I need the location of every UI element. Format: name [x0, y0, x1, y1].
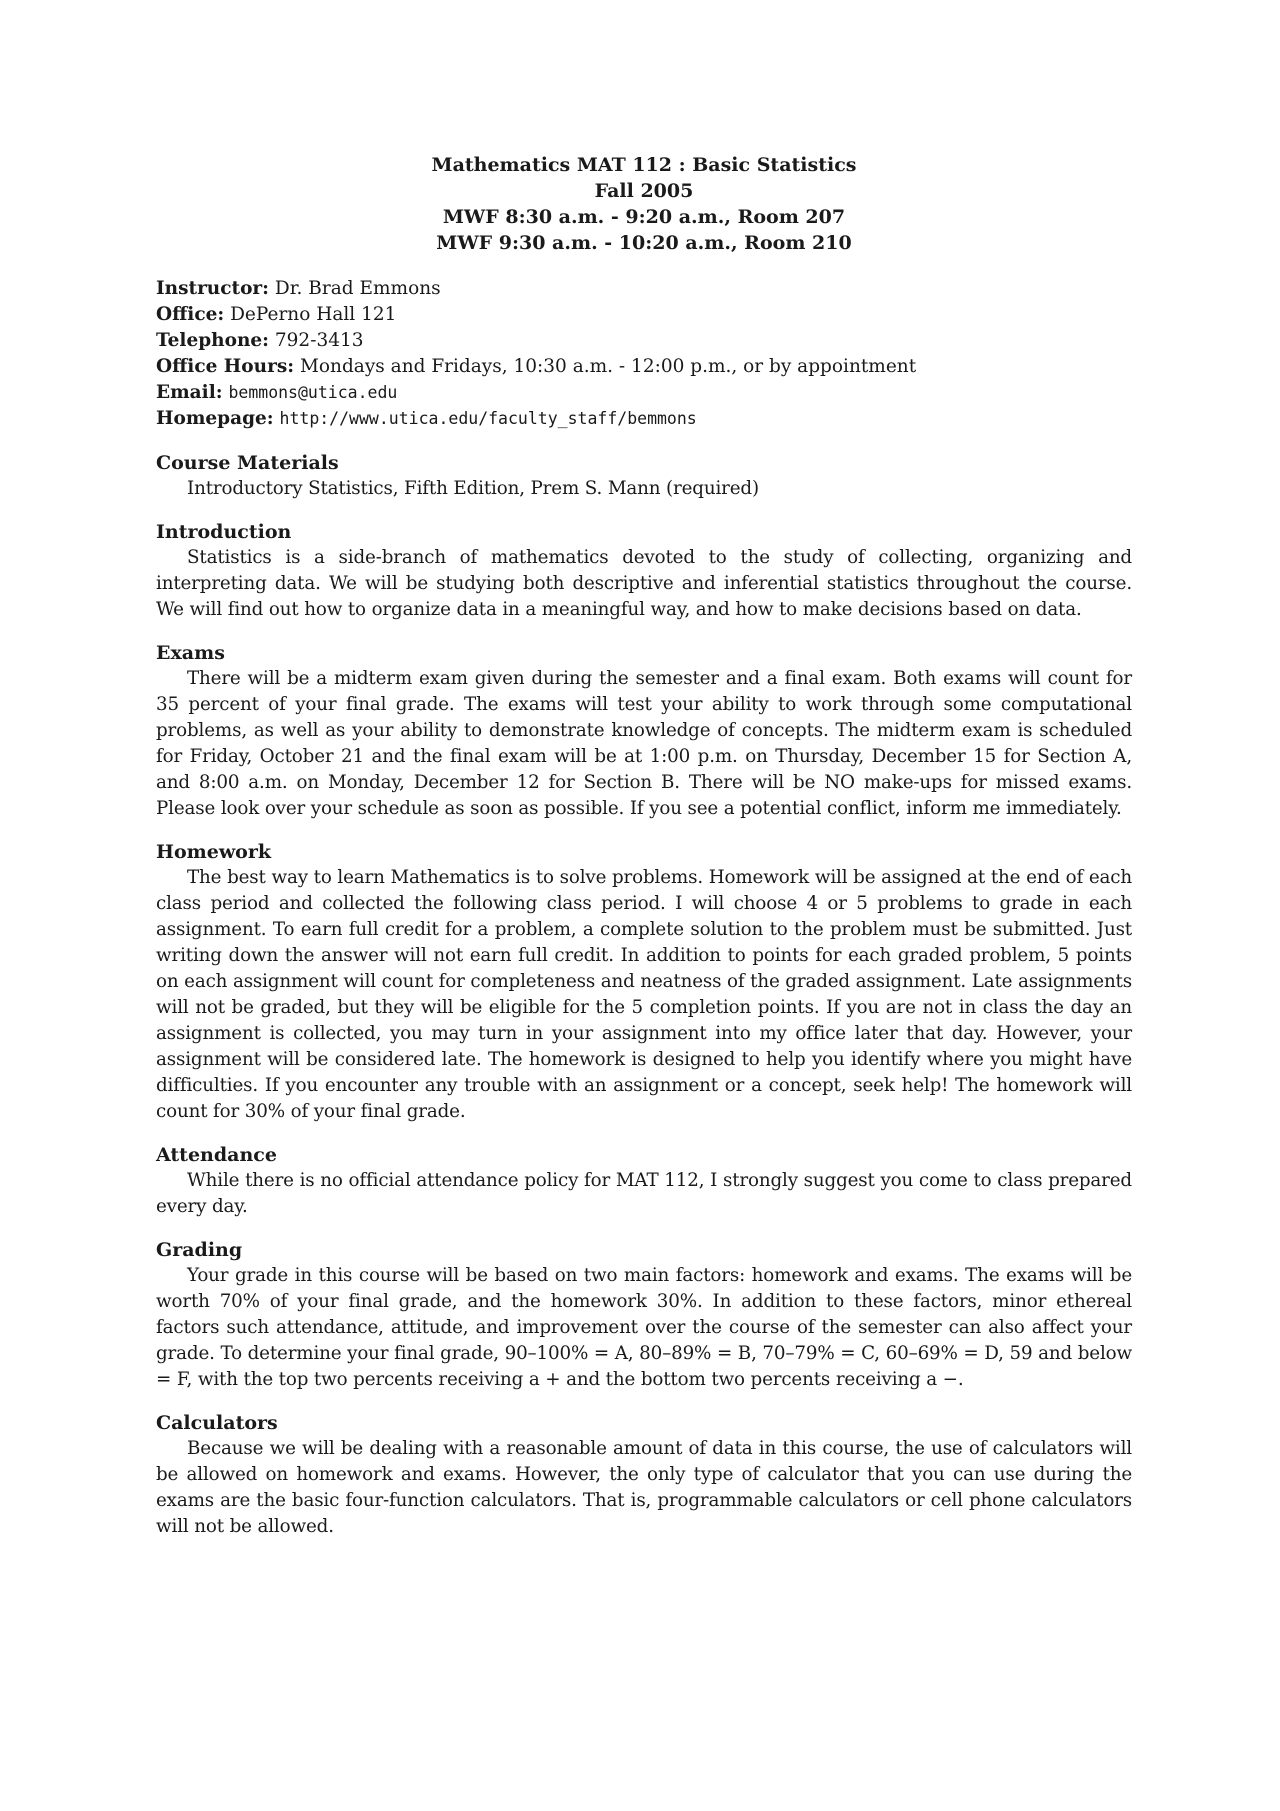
instructor-info: [156, 276, 1132, 432]
introduction-section: [156, 519, 1132, 623]
introduction-heading: Introduction: [156, 521, 292, 543]
attendance-body: While there is no official attendance policy for MAT 112, I strongly suggest you come to class prepared every day.: [156, 1170, 1132, 1217]
telephone-label: Telephone:: [156, 330, 269, 351]
grading-body: Your grade in this course will be based on two main factors: homework and exams. The exams will be worth 70% of your final grade, and the homework 30%. In addition to these factors, minor ethereal factors such attendance, attitude, and improvement over the course of the semester can also affect your grade. To determine your final grade, 90–100% = A, 80–89% = B, 70–79% = C, 60–69% = D, 59 and below = F, with the top two percents receiving a + and the bottom two percents receiving a −.: [156, 1265, 1132, 1390]
homework-heading: Homework: [156, 841, 272, 863]
introduction-body: Statistics is a side-branch of mathematics devoted to the study of collecting, organizing and interpreting data. We will be studying both descriptive and inferential statistics throughout the course. We will find out how to organize data in a meaningful way, and how to make decisions based on data.: [156, 547, 1132, 620]
grading-section: [156, 1237, 1132, 1393]
section-a-schedule: MWF 8:30 a.m. - 9:20 a.m., Room 207: [442, 206, 846, 228]
instructor-value: Dr. Brad Emmons: [274, 278, 441, 299]
exams-heading: Exams: [156, 642, 225, 664]
homework-section: [156, 839, 1132, 1125]
homepage-row: [156, 406, 1132, 432]
telephone-value: 792-3413: [274, 330, 364, 351]
calculators-heading: Calculators: [156, 1412, 278, 1434]
office-value: DePerno Hall 121: [230, 304, 397, 325]
course-materials-section: [156, 450, 1132, 502]
office-label: Office:: [156, 304, 225, 325]
calculators-body: Because we will be dealing with a reasonable amount of data in this course, the use of calculators will be allowed on homework and exams. However, the only type of calculator that you can use during the exams are the basic four-function calculators. That is, programmable calculators or cell phone calculators will not be allowed.: [156, 1438, 1132, 1537]
course-materials-heading: Course Materials: [156, 452, 339, 474]
office-hours-label: Office Hours:: [156, 356, 295, 377]
office-row: [156, 302, 1132, 328]
email-label: Email:: [156, 382, 223, 403]
section-b-schedule: MWF 9:30 a.m. - 10:20 a.m., Room 210: [436, 232, 852, 254]
syllabus-header: [156, 152, 1132, 256]
homework-body: The best way to learn Mathematics is to solve problems. Homework will be assigned at the end of each class period and collected the following class period. I will choose 4 or 5 problems to grade in each assignment. To earn full credit for a problem, a complete solution to the problem must be submitted. Just writing down the answer will not earn full credit. In addition to points for each graded problem, 5 points on each assignment will count for completeness and neatness of the graded assignment. Late assignments will not be graded, but they will be eligible for the 5 completion points. If you are not in class the day an assignment is collected, you may turn in your assignment into my office later that day. However, your assignment will be considered late. The homework is designed to help you identify where you might have difficulties. If you encounter any trouble with an assignment or a concept, seek help! The homework will count for 30% of your final grade.: [156, 867, 1132, 1122]
grading-heading: Grading: [156, 1239, 243, 1261]
office-hours-row: [156, 354, 1132, 380]
calculators-section: [156, 1410, 1132, 1540]
instructor-label: Instructor:: [156, 278, 269, 299]
syllabus-page: [156, 152, 1132, 1557]
telephone-row: [156, 328, 1132, 354]
office-hours-value: Mondays and Fridays, 10:30 a.m. - 12:00 p.m., or by appointment: [299, 356, 917, 377]
exams-body: There will be a midterm exam given during the semester and a final exam. Both exams will count for 35 percent of your final grade. The exams will test your ability to work through some computational problems, as well as your ability to demonstrate knowledge of concepts. The midterm exam is scheduled for Friday, October 21 and the final exam will be at 1:00 p.m. on Thursday, December 15 for Section A, and 8:00 a.m. on Monday, December 12 for Section B. There will be NO make-ups for missed exams. Please look over your schedule as soon as possible. If you see a potential conflict, inform me immediately.: [156, 668, 1132, 819]
email-link[interactable]: bemmons@utica.edu: [228, 383, 398, 402]
homepage-label: Homepage:: [156, 408, 274, 429]
attendance-heading: Attendance: [156, 1144, 277, 1166]
homepage-link[interactable]: http://www.utica.edu/faculty_staff/bemmons: [279, 409, 697, 428]
course-title: Mathematics MAT 112 : Basic Statistics: [431, 154, 857, 176]
exams-section: [156, 640, 1132, 822]
email-row: [156, 380, 1132, 406]
course-materials-body: Introductory Statistics, Fifth Edition, Prem S. Mann (required): [187, 478, 759, 499]
attendance-section: [156, 1142, 1132, 1220]
course-term: Fall 2005: [594, 180, 694, 202]
instructor-row: [156, 276, 1132, 302]
